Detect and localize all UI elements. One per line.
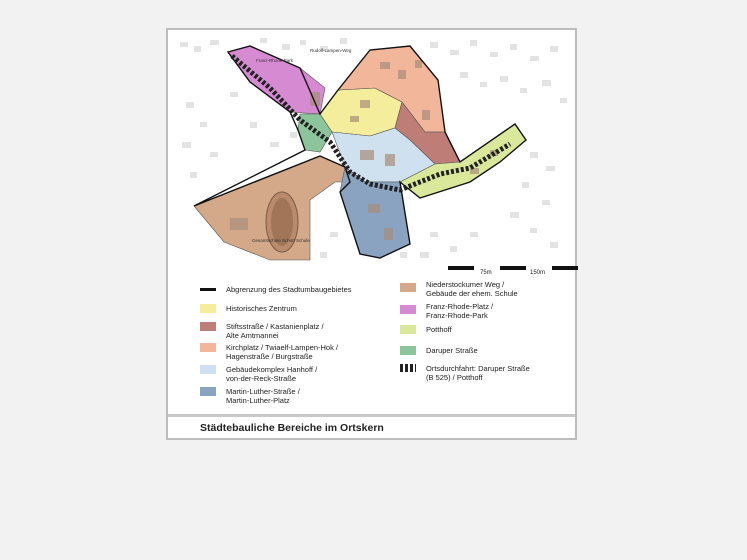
legend-item-hanhoff [200,365,317,383]
legend-label: Ortsdurchfahrt: Daruper Straße (B 525) / Potthoff [426,364,530,382]
legend-swatch [400,346,416,355]
legend-label: Abgrenzung des Stadtumbaugebietes [226,285,352,294]
school-label: Gesamtschule Schott Schule [252,238,310,243]
legend-item-potthoff [400,325,452,334]
legend-swatch [400,283,416,292]
legend-label: Stiftsstraße / Kastanienplatz / Alte Amtmannei [226,322,324,340]
legend-item-niederstockumer [400,280,518,298]
legend-item-historisches-zentrum [200,304,297,313]
legend-swatch [200,304,216,313]
legend-label: Franz-Rhode-Platz / Franz-Rhode-Park [426,302,494,320]
legend-swatch-boundary [200,288,216,291]
legend-item-franz-rhode [400,302,493,320]
street-label: Rudolf-Lampen-Weg [310,48,352,53]
legend-swatch [200,387,216,396]
legend-label: Martin-Luther-Straße / Martin-Luther-Platz [226,387,300,405]
divider [168,414,575,417]
legend-item-ortsdurchfahrt [400,364,530,382]
legend-label: Niederstockumer Weg / Gebäude der ehem. Schule [426,280,518,298]
legend-item-kirchplatz [200,343,338,361]
legend-swatch [400,325,416,334]
legend-swatch [400,305,416,314]
legend-item-boundary [200,285,352,294]
legend-swatch-dashed [400,364,416,372]
legend-swatch [200,365,216,374]
legend-swatch [200,343,216,352]
map-caption: Städtebauliche Bereiche im Ortskern [200,422,384,434]
legend-item-daruper [400,346,478,355]
scale-bar [448,266,578,280]
legend-label: Potthoff [426,325,452,334]
legend-label: Gebäudekomplex Hanhoff / von-der-Reck-Straße [226,365,318,383]
map-panel [166,28,577,440]
legend [168,280,575,414]
scale-label-75: 75m [480,270,492,276]
map-canvas [170,32,577,268]
legend-label: Historisches Zentrum [226,304,297,313]
scale-label-150: 150m [530,270,546,276]
legend-label: Kirchplatz / Twiaelf-Lampen-Hok / Hagenstraße / Burgstraße [226,343,338,361]
legend-item-stiftsstrasse [200,322,324,340]
park-label: Franz-Rhode-Park [256,58,294,63]
legend-label: Daruper Straße [426,346,478,355]
legend-swatch [200,322,216,331]
legend-item-martin-luther [200,387,300,405]
